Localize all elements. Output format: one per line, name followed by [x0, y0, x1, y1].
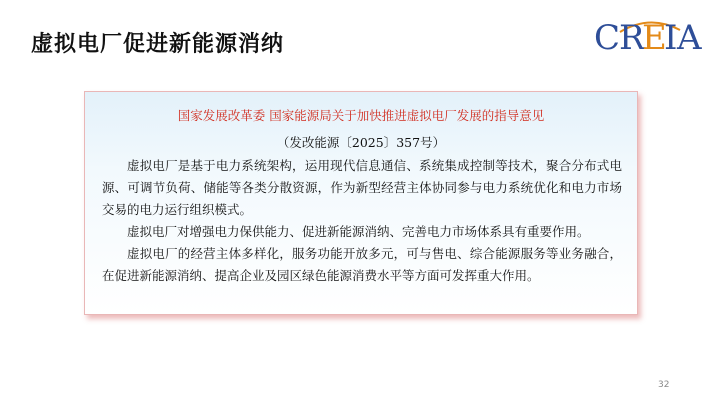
document-paragraph: 虚拟电厂对增强电力保供能力、促进新能源消纳、完善电力市场体系具有重要作用。 — [127, 224, 590, 239]
creia-logo — [594, 16, 710, 62]
document-paragraph: 虚拟电厂是基于电力系统架构，运用现代信息通信、系统集成控制等技术，聚合分布式电源、可调节负荷、储能等各类分散资源，作为新型经营主体协同参与电力系统优化和电力市场交易的电力运行组织模式。 — [102, 158, 622, 217]
logo-letter-c: C — [594, 18, 621, 58]
document-number: （发改能源〔2025〕357号） — [276, 135, 446, 150]
document-excerpt-box — [84, 91, 638, 315]
page-number: 32 — [658, 380, 670, 390]
logo-letter-i: I — [664, 18, 678, 58]
document-heading: 国家发展改革委 国家能源局关于加快推进虚拟电厂发展的指导意见 — [177, 108, 545, 123]
logo-letter-r: R — [619, 18, 645, 58]
logo-letter-e: E — [642, 18, 667, 58]
document-paragraph: 虚拟电厂的经营主体多样化，服务功能开放多元，可与售电、综合能源服务等业务融合，在促进新能源消纳、提高企业及园区绿色能源消费水平等方面可发挥重大作用。 — [102, 246, 622, 283]
document-body — [102, 155, 622, 287]
logo-letter-a: A — [677, 18, 702, 58]
slide-title: 虚拟电厂促进新能源消纳 — [31, 32, 285, 57]
